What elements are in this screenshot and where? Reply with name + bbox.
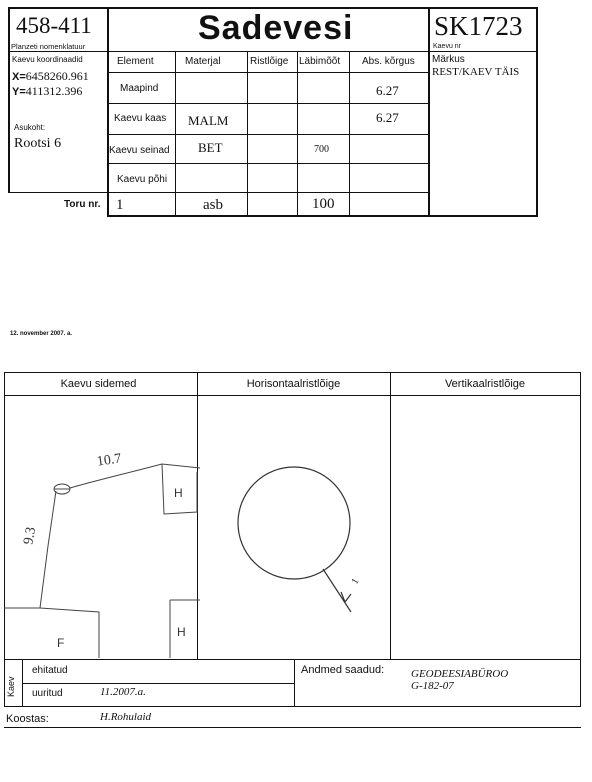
frame-bottom: [108, 215, 538, 217]
bframe-top: [4, 372, 581, 373]
col-divider-left: [107, 7, 109, 217]
col-divider-right: [428, 7, 430, 217]
material-kaas: MALM: [188, 113, 229, 128]
th-element: Element: [117, 56, 154, 67]
pipe-material: asb: [203, 197, 223, 213]
sheet-number: 458-411: [16, 13, 92, 38]
row-line-2: [108, 134, 429, 135]
distance-top-label: 10.7: [96, 451, 123, 470]
surveyed-label: uuritud: [32, 688, 63, 699]
coord-x-value: 6458260.961: [25, 69, 89, 83]
row-line-3: [108, 163, 429, 164]
coord-x: [12, 69, 89, 84]
coords-label: Kaevu koordinaadid: [12, 55, 83, 64]
material-seinad: BET: [198, 140, 223, 155]
compiled-value: H.Rohulaid: [100, 711, 152, 723]
date-stamp: 12. november 2007. a.: [10, 331, 73, 337]
bframe-mid-col: [294, 659, 295, 706]
row-label-maapind: Maapind: [120, 83, 159, 94]
built-label: ehitatud: [32, 665, 68, 676]
pipe-diameter: 100: [312, 196, 335, 212]
row-label-seinad: Kaevu seinad: [109, 145, 170, 156]
table-header-line: [108, 72, 429, 73]
pipe-mark-label: 1: [349, 576, 362, 587]
panel-title-sidemed: Kaevu sidemed: [60, 378, 137, 390]
th-cross: Ristlõige: [250, 56, 289, 67]
th-material: Materjal: [185, 56, 221, 67]
data-from-value-1: GEODEESIABÜROO: [411, 668, 509, 680]
bframe-side-col: [22, 659, 23, 706]
coord-x-label: X=: [12, 71, 26, 83]
col-line-2: [247, 51, 248, 217]
building-label-3: F: [57, 636, 65, 650]
coord-y: [12, 84, 82, 99]
compiled-label: Koostas:: [6, 713, 49, 725]
coord-y-label: Y=: [12, 86, 26, 98]
side-label-kaev: Kaev: [6, 676, 16, 697]
pipe-label: Toru nr.: [64, 199, 101, 210]
th-remark: Märkus: [432, 54, 465, 65]
building-label-1: H: [174, 486, 183, 500]
row-line-1: [108, 103, 429, 104]
location-label: Asukoht:: [14, 123, 46, 132]
bframe-row-mid: [22, 683, 294, 684]
sheet-label: Planzeti nomenklatuur: [11, 42, 86, 51]
abs-kaas: 6.27: [376, 110, 399, 125]
panel-title-horisontaal: Horisontaalristlõige: [246, 378, 341, 390]
data-from-value-2: G-182-07: [411, 680, 454, 692]
sketch-horizontal-section: [197, 396, 390, 658]
bframe-bottom: [4, 706, 581, 707]
page-title: Sadevesi: [198, 9, 354, 47]
bframe-right: [580, 372, 581, 706]
building-label-2: H: [177, 625, 186, 639]
col-line-1: [175, 51, 176, 217]
col-line-3: [297, 51, 298, 217]
row-label-pohi: Kaevu põhi: [117, 174, 168, 185]
bframe-col-2: [390, 372, 391, 659]
well-id: SK1723: [434, 11, 523, 41]
surveyed-value: 11.2007.a.: [100, 686, 146, 698]
header-bottom-line: [8, 51, 538, 52]
coord-y-value: 411312.396: [25, 84, 83, 98]
row-line-4: [108, 192, 429, 193]
remark-value: REST/KAEV TÄIS: [432, 66, 520, 78]
data-from-label: Andmed saadud:: [301, 664, 385, 676]
location-value: Rootsi 6: [14, 136, 62, 151]
bframe-sketch-bottom: [4, 659, 581, 660]
frame-left: [8, 7, 10, 193]
diameter-seinad: 700: [314, 144, 329, 155]
th-diameter: Läbimõõt: [299, 56, 341, 67]
row-label-kaas: Kaevu kaas: [114, 113, 167, 124]
bframe-compiled-line: [4, 727, 581, 728]
frame-right: [536, 7, 538, 216]
panel-title-vertikaal: Vertikaalristlõige: [444, 378, 526, 390]
abs-maapind: 6.27: [376, 83, 399, 98]
th-abs: Abs. kõrgus: [362, 56, 415, 67]
pipe-number: 1: [116, 197, 124, 213]
frame-left-bottom: [8, 192, 108, 193]
well-id-label: Kaevu nr: [433, 43, 462, 50]
distance-left-label: 9.3: [21, 525, 40, 546]
col-line-4: [349, 51, 350, 217]
